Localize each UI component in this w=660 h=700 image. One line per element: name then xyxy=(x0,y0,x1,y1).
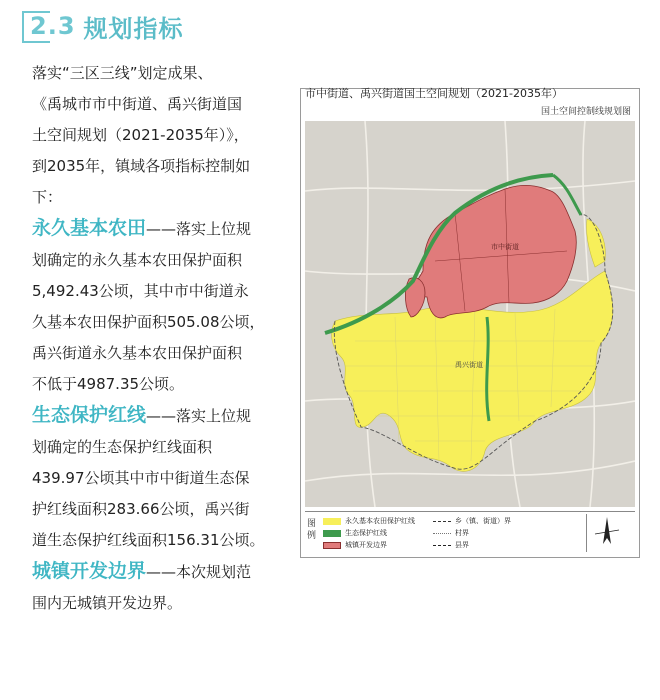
body-text xyxy=(32,58,294,619)
section-number: 2.3 xyxy=(22,11,80,41)
legend-text: 城镇开发边界 xyxy=(345,541,387,549)
legend-item-township xyxy=(433,516,511,526)
ecology-line: ——落实上位规 xyxy=(146,407,252,425)
township-line-symbol xyxy=(433,521,451,522)
legend-item-ecology xyxy=(323,528,387,538)
legend-item-urban xyxy=(323,540,387,550)
ecology-line: 护红线面积283.66公顷，禹兴街 xyxy=(32,500,250,518)
map-label-yuxing: 禹兴街道 xyxy=(455,361,483,369)
legend-text: 生态保护红线 xyxy=(345,529,387,537)
ecology-paragraph xyxy=(32,400,294,556)
farmland-line: ——落实上位规 xyxy=(146,220,252,238)
farmland-keyword: 永久基本农田 xyxy=(32,217,147,239)
farmland-line: 划确定的永久基本农田保护面积 xyxy=(32,251,243,269)
ecology-line: 划确定的生态保护红线面积 xyxy=(32,438,213,456)
north-arrow-icon xyxy=(586,514,625,552)
section-title: 规划指标 xyxy=(83,14,184,43)
urban-line: ——本次规划范 xyxy=(146,563,252,581)
legend-label: 图例 xyxy=(307,519,317,541)
map-panel xyxy=(300,88,640,558)
farmland-line: 禹兴街道永久基本农田保护面积 xyxy=(32,344,243,362)
legend-item-village xyxy=(433,528,469,538)
legend-text: 县界 xyxy=(455,541,469,549)
ecology-line: 道生态保护红线面积156.31公顷。 xyxy=(32,531,265,549)
farmland-paragraph xyxy=(32,213,294,400)
intro-line: 《禹城市市中街道、禹兴街道国 xyxy=(32,95,243,113)
map-title: 市中街道、禹兴街道国土空间规划（2021-2035年） xyxy=(305,87,563,100)
farmland-line: 久基本农田保护面积505.08公顷， xyxy=(32,313,265,331)
map-subtitle: 国土空间控制线规划图 xyxy=(540,107,631,117)
farmland-line: 不低于4987.35公顷。 xyxy=(32,375,185,393)
intro-line: 土空间规划（2021-2035年）》， xyxy=(32,126,249,144)
ecology-line-south xyxy=(487,317,489,421)
county-line-symbol xyxy=(433,545,451,546)
ecology-line: 439.97公顷其中市中街道生态保 xyxy=(32,469,250,487)
village-line-symbol xyxy=(433,533,451,534)
farmland-line: 5,492.43公顷，其中市中街道永 xyxy=(32,282,249,300)
urban-paragraph xyxy=(32,556,294,619)
ecology-keyword: 生态保护红线 xyxy=(32,404,147,426)
intro-paragraph xyxy=(32,58,294,213)
legend-text: 村界 xyxy=(455,529,469,537)
urban-swatch xyxy=(323,542,341,549)
intro-line: 下： xyxy=(32,188,63,206)
ecology-swatch xyxy=(323,530,341,537)
urban-line: 围内无城镇开发边界。 xyxy=(32,594,183,612)
legend xyxy=(305,511,635,554)
intro-line: 落实“三区三线”划定成果、 xyxy=(32,64,213,82)
legend-text: 永久基本农田保护红线 xyxy=(345,517,415,525)
map-svg xyxy=(305,121,635,507)
legend-item-farmland xyxy=(323,516,415,526)
farmland-swatch xyxy=(323,518,341,525)
legend-text: 乡（镇、街道）界 xyxy=(455,517,511,525)
legend-item-county xyxy=(433,540,469,550)
urban-keyword: 城镇开发边界 xyxy=(32,560,147,582)
map-label-shizhong: 市中街道 xyxy=(491,243,519,251)
map-area xyxy=(305,121,635,507)
section-header xyxy=(22,10,184,42)
intro-line: 到2035年，镇域各项指标控制如 xyxy=(32,157,251,175)
